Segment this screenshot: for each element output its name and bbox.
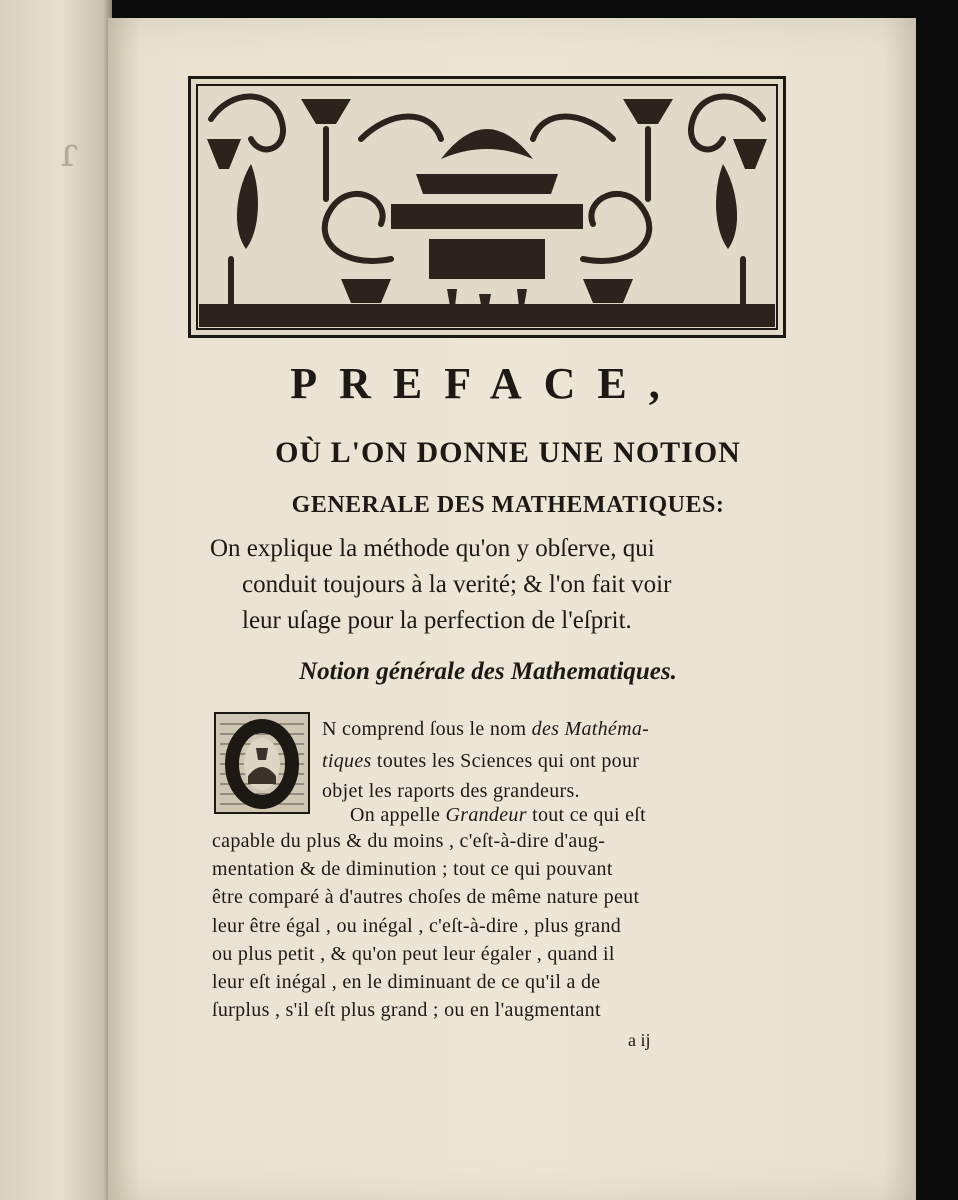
section-heading: Notion générale des Mathematiques. — [299, 658, 677, 685]
text-line: mentation & de diminution ; tout ce qui pouvant — [212, 858, 613, 880]
signature-mark: a ij — [628, 1030, 651, 1050]
text-line: On appelle Grandeur tout ce qui eſt — [350, 804, 647, 826]
preface-subtitle: OÙ L'ON DONNE UNE NOTION — [275, 436, 741, 469]
bleed-through-mark: ɾ — [60, 130, 83, 176]
text-line: leur être égal , ou inégal , c'eſt-à-dire , plus grand — [212, 915, 622, 937]
text-line: N comprend ſous le nom des Mathéma- — [322, 718, 650, 740]
text-line: objet les raports des grandeurs. — [322, 780, 580, 802]
text-line: ou plus petit , & qu'on peut leur égaler , quand il — [212, 943, 615, 965]
lead-line-2: conduit toujours à la verité; & l'on fait voir — [242, 571, 672, 598]
book-page — [108, 18, 916, 1200]
preface-title: PREFACE, — [290, 359, 682, 408]
text-line: leur eſt inégal , en le diminuant de ce qu'il a de — [212, 971, 601, 993]
text-line: ſurplus , s'il eſt plus grand ; ou en l'augmentant — [212, 999, 601, 1021]
preface-subtitle-line-2: GENERALE DES MATHEMATIQUES: — [291, 492, 725, 518]
woodcut-ornament — [191, 79, 783, 335]
text-line: être comparé à d'autres choſes de même nature peut — [212, 886, 640, 908]
facing-page — [0, 0, 112, 1200]
initial-letter-o-illustration — [216, 714, 308, 812]
ornamental-headpiece-illustration — [188, 76, 786, 338]
lead-line-1: On explique la méthode qu'on y obſerve, qui — [210, 535, 655, 562]
lead-line-3: leur uſage pour la perfection de l'eſprit. — [242, 607, 632, 634]
decorated-initial — [214, 712, 310, 814]
text-line: capable du plus & du moins , c'eſt-à-dire d'aug- — [212, 830, 606, 852]
text-line: tiques toutes les Sciences qui ont pour — [322, 750, 640, 772]
